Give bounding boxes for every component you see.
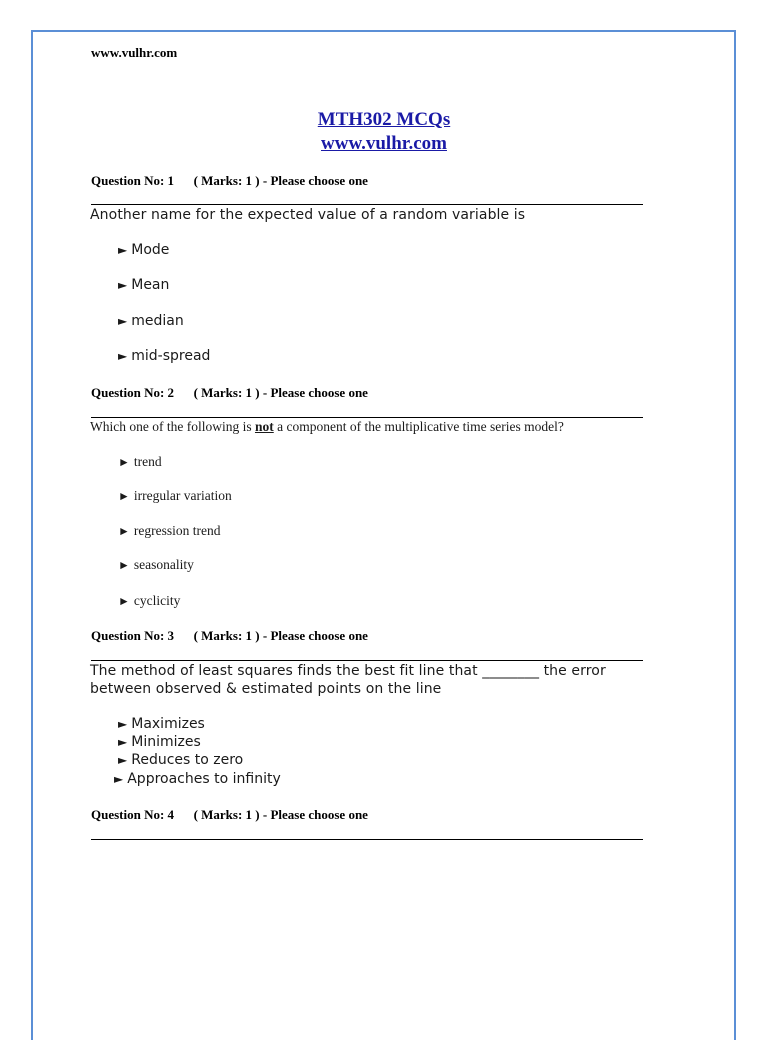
title-url-link[interactable]: www.vulhr.com: [321, 133, 447, 154]
question-divider: [91, 204, 643, 205]
arrow-icon: ►: [118, 243, 128, 257]
answer-option[interactable]: [118, 242, 169, 258]
arrow-icon: ►: [118, 524, 130, 538]
question-text: The method of least squares finds the best fit line that ________ the error between observed & estimated points on the line: [90, 663, 606, 697]
title-block: [0, 108, 768, 156]
option-label: Minimizes: [131, 734, 201, 750]
answer-option[interactable]: [118, 488, 232, 504]
answer-option[interactable]: [118, 557, 194, 573]
question-marks: ( Marks: 1 ) - Please choose one: [193, 807, 368, 822]
question-marks: ( Marks: 1 ) - Please choose one: [193, 385, 368, 400]
question-number: Question No: 2: [91, 385, 175, 400]
option-label: irregular variation: [133, 488, 232, 503]
question-header: [91, 385, 368, 401]
option-label: seasonality: [133, 557, 194, 572]
header-url: www.vulhr.com: [91, 45, 178, 60]
arrow-icon: ►: [118, 349, 128, 363]
option-label: Reduces to zero: [131, 752, 244, 768]
question-marks: ( Marks: 1 ) - Please choose one: [193, 173, 368, 188]
arrow-icon: ►: [118, 278, 128, 292]
answer-option[interactable]: [118, 523, 221, 539]
option-label: cyclicity: [133, 593, 181, 608]
question-number: Question No: 4: [91, 807, 175, 822]
answer-option[interactable]: [118, 313, 184, 329]
arrow-icon: ►: [118, 735, 128, 749]
arrow-icon: ►: [114, 772, 124, 786]
option-label: Mean: [131, 277, 170, 293]
option-label: regression trend: [133, 523, 221, 538]
option-label: Mode: [131, 242, 170, 258]
option-label: median: [131, 313, 184, 329]
arrow-icon: ►: [118, 753, 128, 767]
arrow-icon: ►: [118, 558, 130, 572]
question-marks: ( Marks: 1 ) - Please choose one: [193, 628, 368, 643]
question-number: Question No: 1: [91, 173, 175, 188]
answer-option[interactable]: [114, 771, 281, 787]
question-divider: [91, 839, 643, 840]
answer-option[interactable]: [118, 752, 243, 768]
arrow-icon: ►: [118, 594, 130, 608]
question-header: [91, 173, 368, 189]
question-text: Another name for the expected value of a random variable is: [90, 207, 526, 223]
answer-option[interactable]: [118, 716, 205, 732]
emphasis-word: not: [254, 419, 274, 434]
answer-option[interactable]: [118, 348, 210, 364]
question-divider: [91, 660, 643, 661]
answer-option[interactable]: [118, 734, 201, 750]
question-header: [91, 807, 368, 823]
question-text: Which one of the following is not a component of the multiplicative time series model?: [90, 419, 564, 434]
arrow-icon: ►: [118, 489, 130, 503]
answer-option[interactable]: [118, 593, 180, 609]
arrow-icon: ►: [118, 717, 128, 731]
option-label: trend: [133, 454, 162, 469]
answer-option[interactable]: [118, 277, 169, 293]
arrow-icon: ►: [118, 314, 128, 328]
option-label: Approaches to infinity: [127, 771, 281, 787]
answer-option[interactable]: [118, 454, 162, 470]
option-label: mid-spread: [131, 348, 211, 364]
arrow-icon: ►: [118, 455, 130, 469]
question-divider: [91, 417, 643, 418]
title-link[interactable]: MTH302 MCQs: [317, 109, 451, 130]
option-label: Maximizes: [131, 716, 205, 732]
question-number: Question No: 3: [91, 628, 175, 643]
question-header: [91, 628, 368, 644]
